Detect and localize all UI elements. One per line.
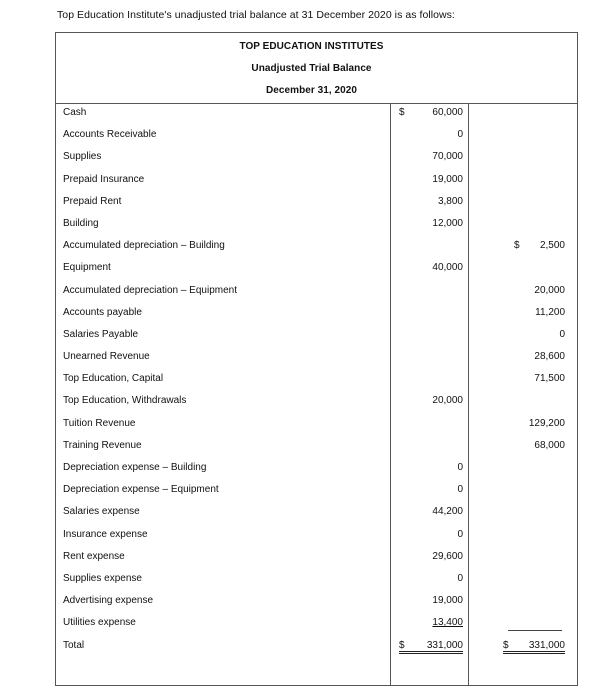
credit-amount: 68,000 [534,439,565,451]
table-row [56,347,577,369]
table-row [56,569,577,591]
account-name: Prepaid Insurance [63,173,145,185]
account-name: Rent expense [63,550,125,562]
debit-amount: 0 [457,484,463,496]
account-name: Insurance expense [63,528,148,540]
total-debit-currency-symbol: $ [399,639,405,651]
company-name: TOP EDUCATION INSTITUTES [239,41,384,52]
account-name: Prepaid Rent [63,195,122,207]
table-row [56,281,577,303]
intro-text: Top Education Institute's unadjusted trial balance at 31 December 2020 is as follows: [57,9,455,21]
debit-amount: 0 [457,129,463,141]
credit-amount: 129,200 [528,417,565,429]
credit-amount: 2,500 [539,240,565,252]
debit-amount: 19,000 [432,595,463,607]
table-row [56,414,577,436]
debit-amount: 12,000 [432,217,463,229]
account-name: Supplies [63,151,102,163]
table-row [56,303,577,325]
table-row [56,502,577,524]
account-name: Utilities expense [63,617,136,629]
debit-amount: 0 [457,528,463,540]
account-name: Cash [63,107,87,118]
table-row [56,103,577,125]
credit-amount: 28,600 [534,351,565,363]
total-debit-amount: 331,000 [426,639,463,651]
account-name: Accounts Receivable [63,129,157,141]
table-row [56,591,577,613]
account-name: Equipment [63,262,111,274]
trial-balance-table [55,32,578,686]
credit-amount: 71,500 [534,373,565,385]
debit-amount: 13,400 [432,617,463,629]
table-row [56,170,577,192]
debit-amount: 0 [457,462,463,473]
account-name: Advertising expense [63,595,154,607]
table-row [56,391,577,413]
debit-amount: 60,000 [432,107,463,118]
debit-amount: 44,200 [432,506,463,518]
debit-amount: 20,000 [432,395,463,407]
debit-amount: 3,800 [437,195,463,207]
account-name: Accumulated depreciation – Equipment [63,284,237,296]
table-row [56,214,577,236]
account-name: Tuition Revenue [63,417,136,429]
credit-amount: 11,200 [535,306,565,318]
account-name: Supplies expense [63,572,142,584]
debit-amount: 0 [457,572,463,584]
account-name: Training Revenue [63,439,142,451]
table-row [56,525,577,547]
table-row [56,480,577,502]
table-row [56,125,577,147]
total-debit [399,640,463,654]
credit-amount: 0 [559,328,565,340]
account-name: Accumulated depreciation – Building [63,240,225,252]
account-name: Building [63,217,99,229]
total-label: Total [63,639,85,651]
debit-amount: 70,000 [432,151,463,163]
account-rows [56,103,577,658]
total-row [56,636,577,658]
account-name: Depreciation expense – Building [63,462,207,473]
total-credit [503,640,565,654]
account-name: Salaries expense [63,506,140,518]
report-date: December 31, 2020 [266,85,357,96]
debit-currency-symbol: $ [399,107,405,118]
table-row [56,236,577,258]
table-row [56,436,577,458]
account-name: Top Education, Capital [63,373,164,385]
table-row [56,258,577,280]
credit-subtotal-underline [508,630,562,631]
account-name: Depreciation expense – Equipment [63,484,219,496]
table-row [56,192,577,214]
table-row [56,458,577,480]
credit-amount: 20,000 [534,284,565,296]
account-name: Top Education, Withdrawals [63,395,187,407]
credit-currency-symbol: $ [514,240,520,252]
table-row [56,147,577,169]
account-name: Salaries Payable [63,328,139,340]
debit-amount: 19,000 [432,173,463,185]
report-title: Unadjusted Trial Balance [251,63,372,74]
debit-amount: 29,600 [432,550,463,562]
table-row [56,547,577,569]
table-row [56,325,577,347]
debit-amount: 40,000 [432,262,463,274]
account-name: Unearned Revenue [63,351,150,363]
table-row [56,613,577,635]
account-name: Accounts payable [63,306,142,318]
table-row [56,369,577,391]
total-credit-amount: 331,000 [528,639,565,651]
total-credit-currency-symbol: $ [503,639,509,651]
